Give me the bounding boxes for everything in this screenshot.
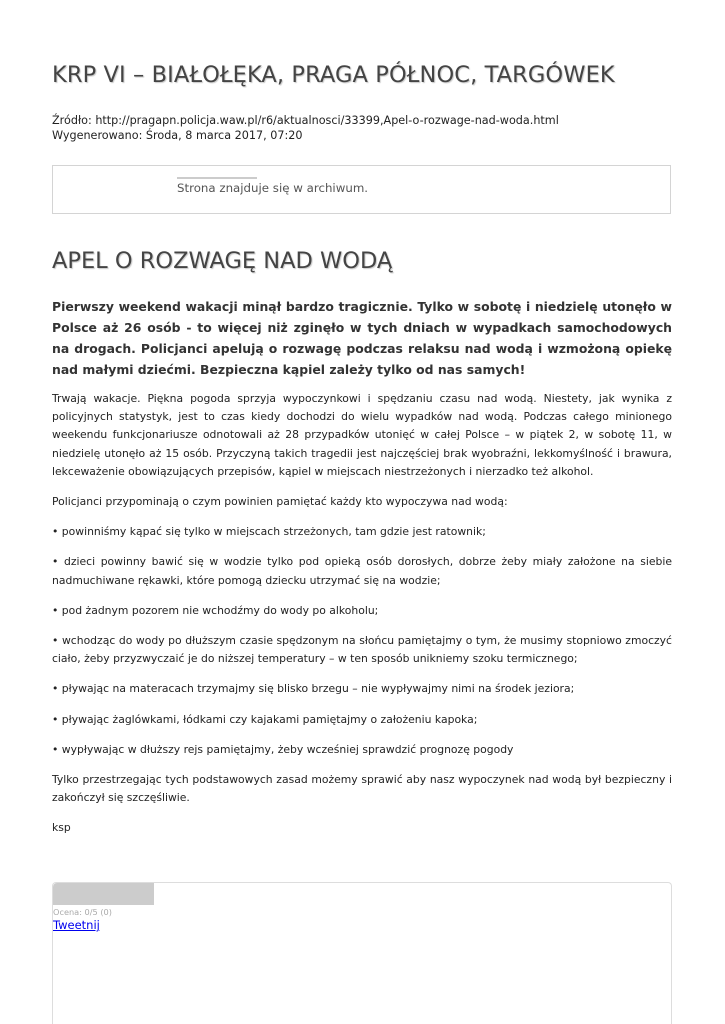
list-item: • dzieci powinny bawić się w wodzie tylko pod opieką osób dorosłych, dobrze żeby miały założone na siebie nadmuchiwane rękawki, które pomogą dziecku utrzymać się na wodzie; — [52, 555, 672, 587]
source-url: Źródło: http://pragapn.policja.waw.pl/r6/aktualnosci/33399,Apel-o-rozwage-nad-woda.html — [52, 114, 559, 127]
generated-date: Wygenerowano: Środa, 8 marca 2017, 07:20 — [52, 129, 303, 142]
archive-notice-box — [52, 165, 671, 214]
paragraph: Policjanci przypominają o czym powinien pamiętać każdy kto wypoczywa nad wodą: — [52, 495, 508, 509]
paragraph: Trwają wakacje. Piękna pogoda sprzyja wypoczynkowi i spędzaniu czasu nad wodą. Niestety, jak wynika z policyjnych statystyk, jest to czas kiedy dochodzi do wielu wypadków nad wodą. Podczas całego minionego weekendu funkcjonariusze odnotowali aż 28 przypadków utonięć w całej Polsce – w piątek 2, w sobotę 11, w niedzielę utonęło aż 15 osób. Przyczyną takich tragedii jest najczęściej brak wyobraźni, lekkomyślność i brawura, lekceważenie obowiązujących przepisów, kąpiel w miejscach niestrzeżonych i nierzadko też alkohol. — [52, 392, 672, 478]
list-item: • wchodząc do wody po dłuższym czasie spędzonym na słońcu pamiętajmy o tym, że musimy stopniowo zmoczyć ciało, żeby przyzwyczaić je do niższej temperatury – w ten sposób unikniemy szoku termicznego; — [52, 634, 672, 666]
archive-notice: Strona znajduje się w archiwum. — [177, 181, 369, 195]
list-item: • powinniśmy kąpać się tylko w miejscach strzeżonych, tam gdzie jest ratownik; — [52, 525, 486, 539]
list-item: • wypływając w dłuższy rejs pamiętajmy, żeby wcześniej sprawdzić prognozę pogody — [52, 742, 514, 756]
rating-stars-bar[interactable] — [53, 883, 154, 905]
tweet-link[interactable]: Tweetnij — [53, 918, 100, 932]
article-body — [52, 390, 672, 850]
site-title: KRP VI – BIAŁOŁĘKA, PRAGA PÓŁNOC, TARGÓWEK — [52, 62, 615, 88]
list-item: • pływając na materacach trzymajmy się blisko brzegu – nie wypływajmy nimi na środek jeziora; — [52, 682, 575, 696]
list-item: • pływając żaglówkami, łódkami czy kajakami pamiętajmy o założeniu kapoka; — [52, 712, 478, 726]
archive-bar — [177, 177, 257, 179]
author-signature: ksp — [52, 821, 71, 835]
paragraph: Tylko przestrzegając tych podstawowych zasad możemy sprawić aby nasz wypoczynek nad wodą był bezpieczny i zakończył się szczęśliwie. — [52, 773, 672, 805]
list-item: • pod żadnym pozorem nie wchodźmy do wody po alkoholu; — [52, 603, 379, 617]
rating-box — [52, 882, 672, 1024]
article-lead: Pierwszy weekend wakacji minął bardzo tragicznie. Tylko w sobotę i niedzielę utonęło w Polsce aż 26 osób - to więcej niż zginęło w tych dniach w wypadkach samochodowych na drogach. Policjanci apelują o rozwagę podczas relaksu nad wodą i wzmożoną opiekę nad małymi dziećmi. Bezpieczna kąpiel zależy tylko od nas samych! — [52, 299, 672, 377]
rating-score: Ocena: 0/5 (0) — [53, 907, 112, 917]
article-title: APEL O ROZWAGĘ NAD WODĄ — [52, 248, 393, 274]
print-meta — [52, 113, 559, 143]
